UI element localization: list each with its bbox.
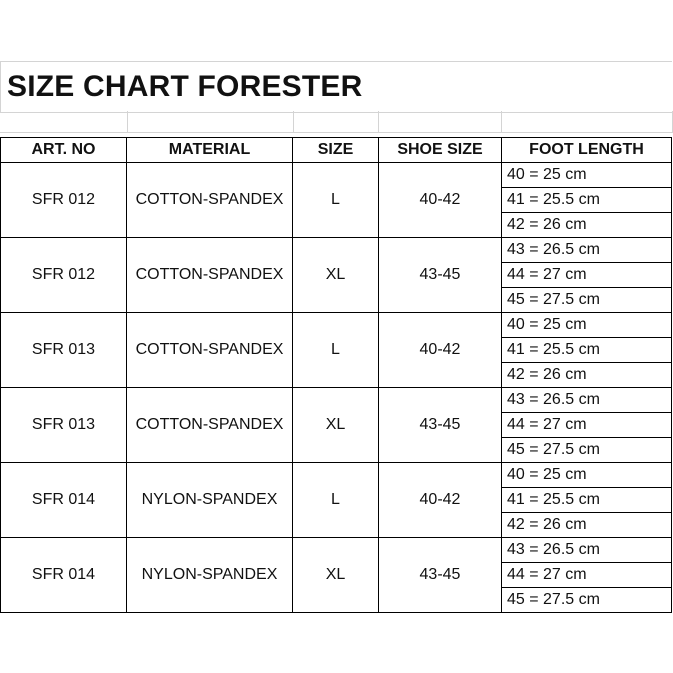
foot-length-cell: 44 = 27 cm bbox=[502, 263, 672, 288]
foot-length-cell: 43 = 26.5 cm bbox=[502, 388, 672, 413]
size-cell: L bbox=[293, 163, 379, 238]
foot-length-cell: 42 = 26 cm bbox=[502, 363, 672, 388]
material-cell: NYLON-SPANDEX bbox=[127, 538, 293, 613]
table-row bbox=[1, 313, 672, 338]
empty-cell bbox=[293, 111, 379, 133]
header-row bbox=[1, 138, 672, 163]
material-cell: COTTON-SPANDEX bbox=[127, 163, 293, 238]
art-no-cell: SFR 012 bbox=[1, 163, 127, 238]
foot-length-cell: 45 = 27.5 cm bbox=[502, 438, 672, 463]
foot-length-cell: 41 = 25.5 cm bbox=[502, 188, 672, 213]
foot-length-cell: 43 = 26.5 cm bbox=[502, 538, 672, 563]
shoe-size-cell: 40-42 bbox=[379, 163, 502, 238]
size-table bbox=[0, 137, 672, 613]
foot-length-cell: 41 = 25.5 cm bbox=[502, 488, 672, 513]
size-cell: XL bbox=[293, 388, 379, 463]
foot-length-cell: 42 = 26 cm bbox=[502, 213, 672, 238]
material-cell: NYLON-SPANDEX bbox=[127, 463, 293, 538]
foot-length-cell: 40 = 25 cm bbox=[502, 313, 672, 338]
foot-length-cell: 45 = 27.5 cm bbox=[502, 288, 672, 313]
foot-length-cell: 44 = 27 cm bbox=[502, 413, 672, 438]
shoe-size-cell: 40-42 bbox=[379, 313, 502, 388]
foot-length-cell: 42 = 26 cm bbox=[502, 513, 672, 538]
size-cell: L bbox=[293, 463, 379, 538]
header-material: MATERIAL bbox=[127, 138, 293, 163]
art-no-cell: SFR 014 bbox=[1, 538, 127, 613]
foot-length-cell: 44 = 27 cm bbox=[502, 563, 672, 588]
empty-cell bbox=[0, 111, 128, 133]
empty-cell bbox=[378, 111, 502, 133]
size-cell: XL bbox=[293, 538, 379, 613]
table-body bbox=[1, 163, 672, 613]
art-no-cell: SFR 013 bbox=[1, 313, 127, 388]
shoe-size-cell: 43-45 bbox=[379, 238, 502, 313]
page-title: SIZE CHART FORESTER bbox=[7, 70, 363, 103]
art-no-cell: SFR 012 bbox=[1, 238, 127, 313]
title-row bbox=[0, 61, 672, 113]
material-cell: COTTON-SPANDEX bbox=[127, 388, 293, 463]
table-row bbox=[1, 388, 672, 413]
art-no-cell: SFR 014 bbox=[1, 463, 127, 538]
foot-length-cell: 43 = 26.5 cm bbox=[502, 238, 672, 263]
table-row bbox=[1, 463, 672, 488]
table-row bbox=[1, 538, 672, 563]
foot-length-cell: 40 = 25 cm bbox=[502, 163, 672, 188]
material-cell: COTTON-SPANDEX bbox=[127, 313, 293, 388]
material-cell: COTTON-SPANDEX bbox=[127, 238, 293, 313]
size-cell: XL bbox=[293, 238, 379, 313]
header-foot-length: FOOT LENGTH bbox=[502, 138, 672, 163]
foot-length-cell: 41 = 25.5 cm bbox=[502, 338, 672, 363]
empty-cell bbox=[501, 111, 673, 133]
header-size: SIZE bbox=[293, 138, 379, 163]
foot-length-cell: 40 = 25 cm bbox=[502, 463, 672, 488]
empty-row bbox=[0, 111, 673, 132]
empty-cell bbox=[127, 111, 294, 133]
foot-length-cell: 45 = 27.5 cm bbox=[502, 588, 672, 613]
shoe-size-cell: 43-45 bbox=[379, 388, 502, 463]
shoe-size-cell: 43-45 bbox=[379, 538, 502, 613]
size-cell: L bbox=[293, 313, 379, 388]
header-shoe-size: SHOE SIZE bbox=[379, 138, 502, 163]
header-art-no: ART. NO bbox=[1, 138, 127, 163]
table-row bbox=[1, 163, 672, 188]
shoe-size-cell: 40-42 bbox=[379, 463, 502, 538]
art-no-cell: SFR 013 bbox=[1, 388, 127, 463]
table-row bbox=[1, 238, 672, 263]
